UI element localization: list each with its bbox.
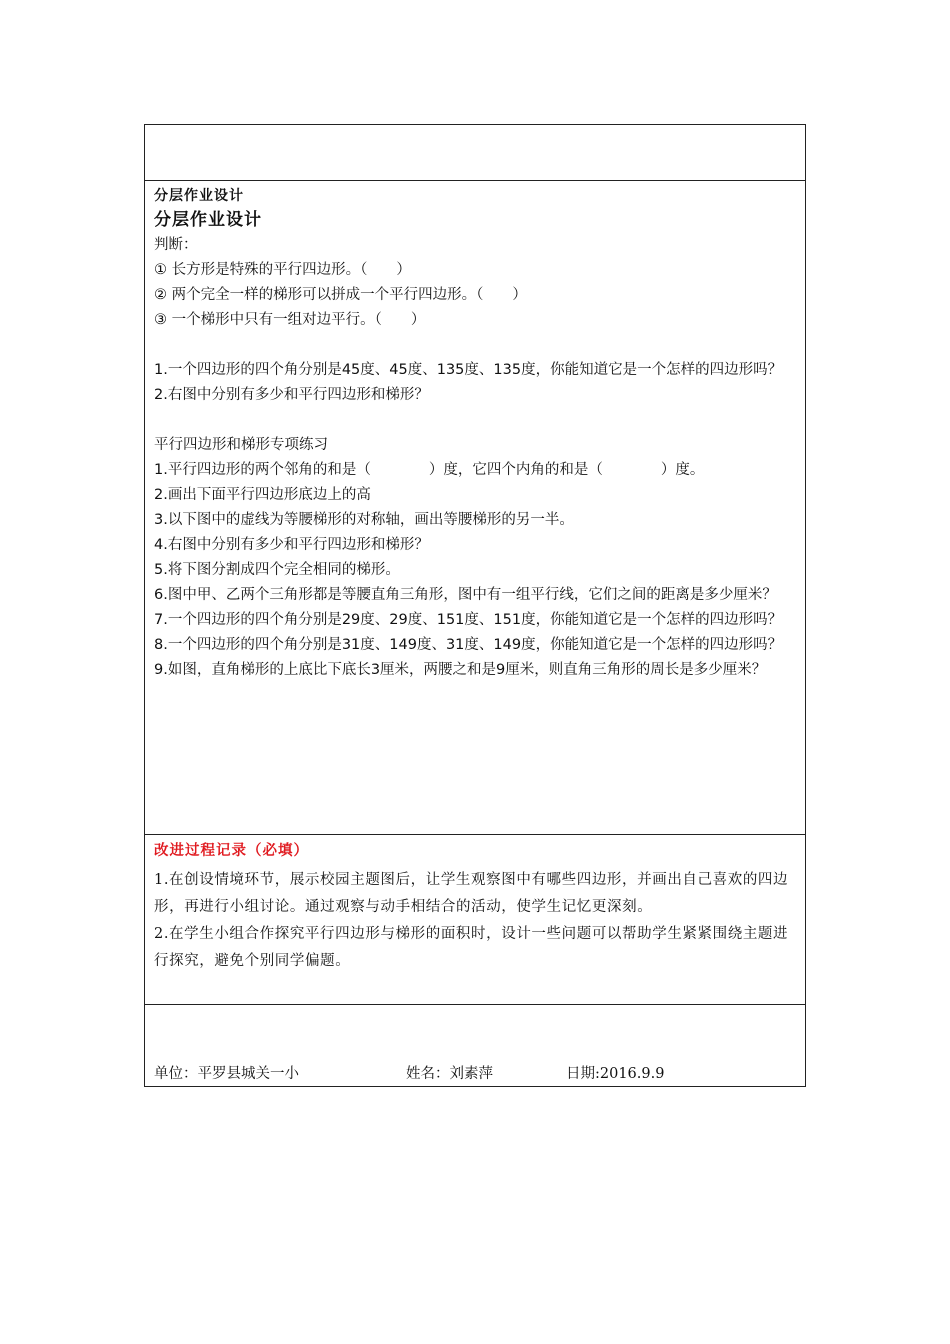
practice-item: 8.一个四边形的四个角分别是31度、149度、31度、149度，你能知道它是一个怎样的四边形吗？: [154, 637, 783, 653]
question-item: 2.右图中分别有多少和平行四边形和梯形？: [154, 387, 429, 403]
footer-date: 日期:2016.9.9: [566, 1066, 665, 1082]
footer-name: 姓名：刘素萍: [406, 1066, 493, 1082]
homework-design-cell: [145, 181, 805, 835]
section-label: 分层作业设计: [154, 188, 244, 204]
practice-title: 平行四边形和梯形专项练习: [154, 437, 328, 453]
practice-item: 6.图中甲、乙两个三角形都是等腰直角三角形，图中有一组平行线，它们之间的距离是多少厘米？: [154, 587, 777, 603]
form-table: [144, 124, 806, 1087]
footer-cell: [145, 1005, 805, 1087]
judge-item: ② 两个完全一样的梯形可以拼成一个平行四边形。（ ）: [154, 287, 527, 303]
judge-item: ① 长方形是特殊的平行四边形。（ ）: [154, 262, 411, 278]
practice-item: 2.画出下面平行四边形底边上的高: [154, 487, 371, 503]
improvement-title: 改进过程记录（必填）: [154, 843, 309, 859]
footer-unit: 单位：平罗县城关一小: [154, 1066, 299, 1082]
spacer: [154, 333, 797, 358]
section-heading: 分层作业设计: [154, 210, 262, 230]
practice-item: 4.右图中分别有多少和平行四边形和梯形？: [154, 537, 429, 553]
practice-item: 7.一个四边形的四个角分别是29度、29度、151度、151度，你能知道它是一个怎样的四边形吗？: [154, 612, 783, 628]
practice-item: 3.以下图中的虚线为等腰梯形的对称轴，画出等腰梯形的另一半。: [154, 512, 574, 528]
improvement-item: 2.在学生小组合作探究平行四边形与梯形的面积时，设计一些问题可以帮助学生紧紧围绕主题进行探究，避免个别同学偏题。: [154, 926, 789, 969]
practice-item: 1.平行四边形的两个邻角的和是（ ）度，它四个内角的和是（ ）度。: [154, 462, 705, 478]
improvement-item: 1.在创设情境环节，展示校园主题图后，让学生观察图中有哪些四边形，并画出自己喜欢的四边形，再进行小组讨论。通过观察与动手相结合的活动，使学生记忆更深刻。: [154, 872, 789, 915]
spacer: [154, 408, 797, 433]
improvement-record-cell: [145, 835, 805, 1005]
footer-row: [154, 1063, 664, 1085]
judge-item: ③ 一个梯形中只有一组对边平行。（ ）: [154, 312, 426, 328]
practice-item: 5.将下图分割成四个完全相同的梯形。: [154, 562, 400, 578]
question-item: 1.一个四边形的四个角分别是45度、45度、135度、135度，你能知道它是一个怎样的四边形吗？: [154, 362, 783, 378]
empty-top-cell: [145, 125, 805, 181]
judge-title: 判断：: [154, 237, 198, 253]
practice-item: 9.如图，直角梯形的上底比下底长3厘米，两腰之和是9厘米，则直角三角形的周长是多少厘米？: [154, 662, 767, 678]
